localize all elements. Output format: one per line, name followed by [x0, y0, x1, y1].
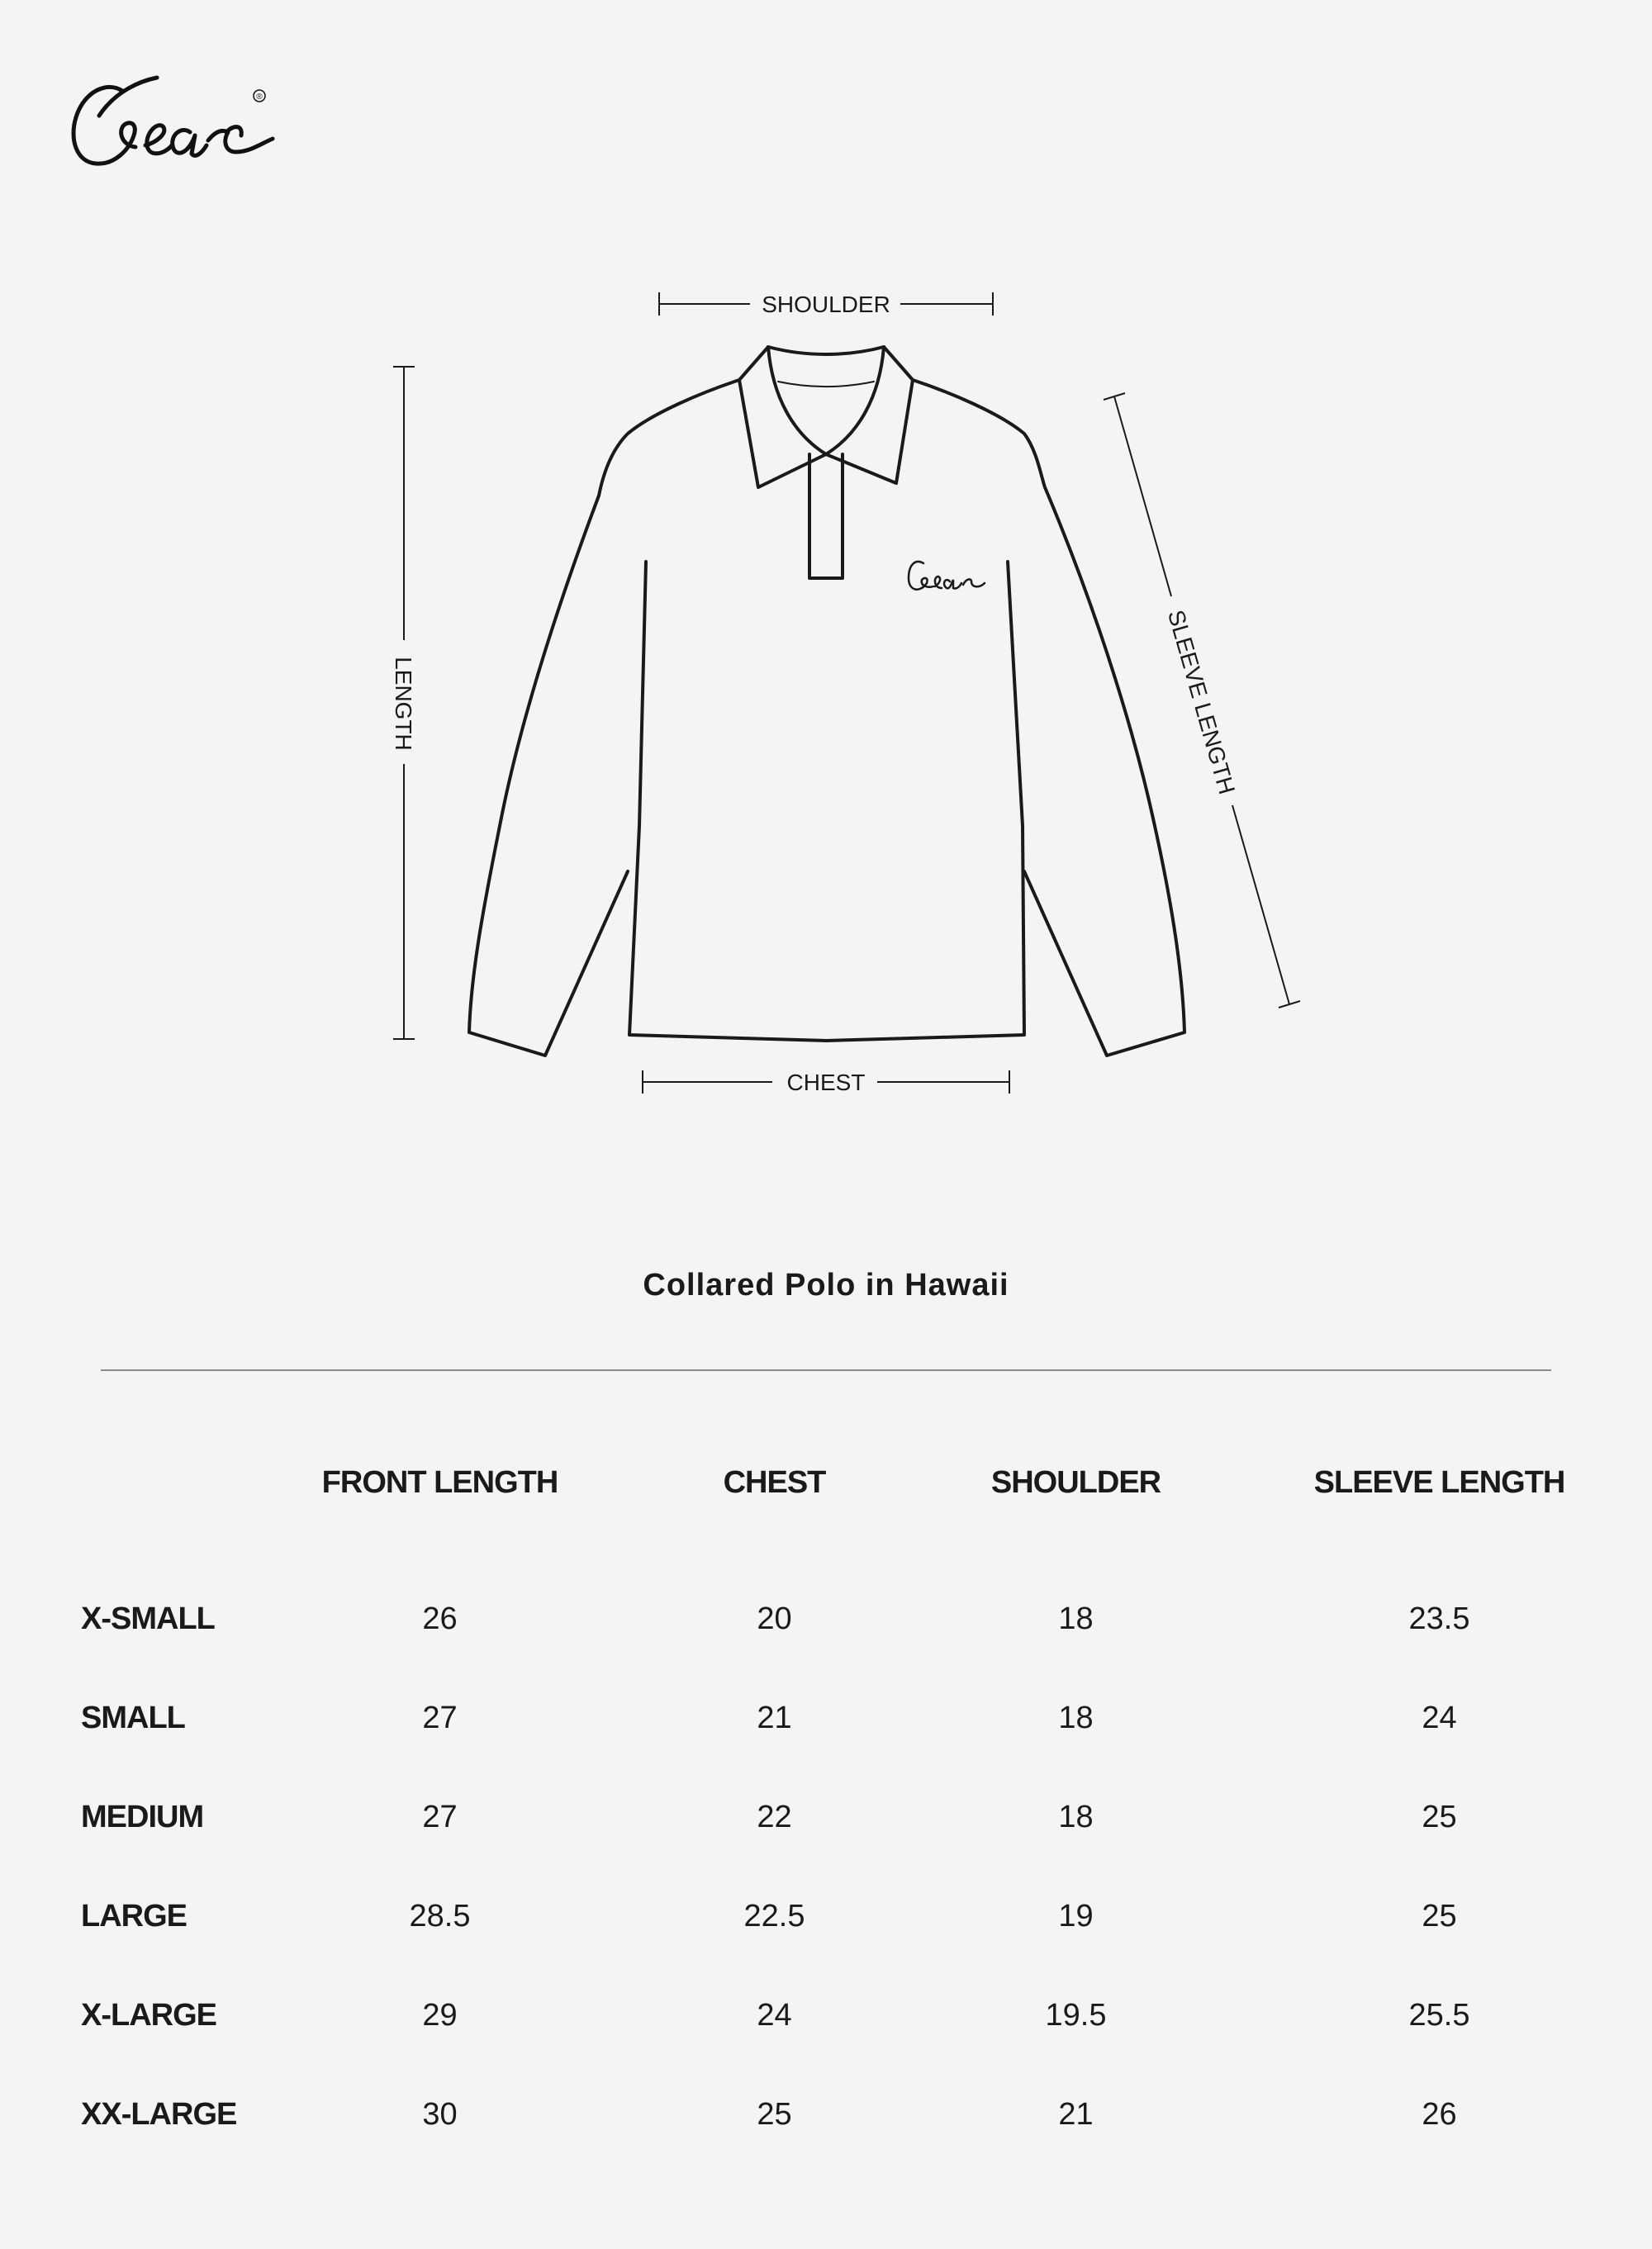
header-shoulder: SHOULDER	[990, 1464, 1161, 1500]
header-chest: CHEST	[723, 1464, 826, 1500]
size-label: X-SMALL	[81, 1601, 215, 1636]
front-length-cell: 29	[422, 1997, 458, 2033]
chest-cell: 21	[757, 1700, 792, 1735]
sleeve-length-cell: 25	[1422, 1799, 1457, 1834]
sleeve-length-cell: 24	[1422, 1700, 1457, 1735]
table-row	[0, 1668, 1652, 1767]
table-row	[0, 1867, 1652, 1966]
size-chart-table	[0, 1437, 1652, 2164]
registered-mark: ®	[256, 93, 263, 102]
polo-shirt-outline	[469, 347, 1184, 1056]
front-length-cell: 27	[422, 1700, 458, 1735]
front-length-cell: 26	[422, 1601, 458, 1636]
length-label: LENGTH	[391, 657, 416, 751]
chest-cell: 22.5	[743, 1898, 805, 1933]
table-row	[0, 1528, 1652, 1668]
sleeve-length-cell: 23.5	[1408, 1601, 1470, 1636]
header-front-length: FRONT LENGTH	[321, 1464, 558, 1500]
front-length-cell: 30	[422, 2096, 458, 2132]
shoulder-cell: 18	[1058, 1700, 1094, 1735]
size-label: XX-LARGE	[81, 2096, 237, 2132]
table-row	[0, 1966, 1652, 2065]
product-title: Collared Polo in Hawaii	[643, 1268, 1009, 1302]
chest-logo-icon	[909, 562, 985, 590]
chest-cell: 25	[757, 2096, 792, 2132]
chest-cell: 22	[757, 1799, 792, 1834]
shoulder-cell: 19	[1058, 1898, 1094, 1933]
shoulder-cell: 18	[1058, 1601, 1094, 1636]
table-row	[0, 2065, 1652, 2164]
divider	[101, 1369, 1551, 1371]
shoulder-cell: 21	[1058, 2096, 1094, 2132]
size-label: SMALL	[81, 1700, 185, 1735]
shoulder-label: SHOULDER	[762, 292, 890, 317]
sleeve-length-label: SLEEVE LENGTH	[1162, 607, 1241, 798]
shoulder-cell: 18	[1058, 1799, 1094, 1834]
header-sleeve-length: SLEEVE LENGTH	[1313, 1464, 1565, 1500]
chest-cell: 24	[757, 1997, 792, 2033]
shoulder-cell: 19.5	[1045, 1997, 1107, 2033]
table-row	[0, 1767, 1652, 1867]
front-length-cell: 27	[422, 1799, 458, 1834]
chest-cell: 20	[757, 1601, 792, 1636]
size-label: MEDIUM	[81, 1799, 204, 1834]
sleeve-length-cell: 25.5	[1408, 1997, 1470, 2033]
sleeve-length-cell: 25	[1422, 1898, 1457, 1933]
front-length-cell: 28.5	[409, 1898, 471, 1933]
size-label: LARGE	[81, 1898, 187, 1933]
sleeve-length-cell: 26	[1422, 2096, 1457, 2132]
size-label: X-LARGE	[81, 1997, 216, 2033]
chest-label: CHEST	[786, 1070, 866, 1095]
table-header-row	[0, 1437, 1652, 1528]
header-size	[0, 1437, 256, 1528]
